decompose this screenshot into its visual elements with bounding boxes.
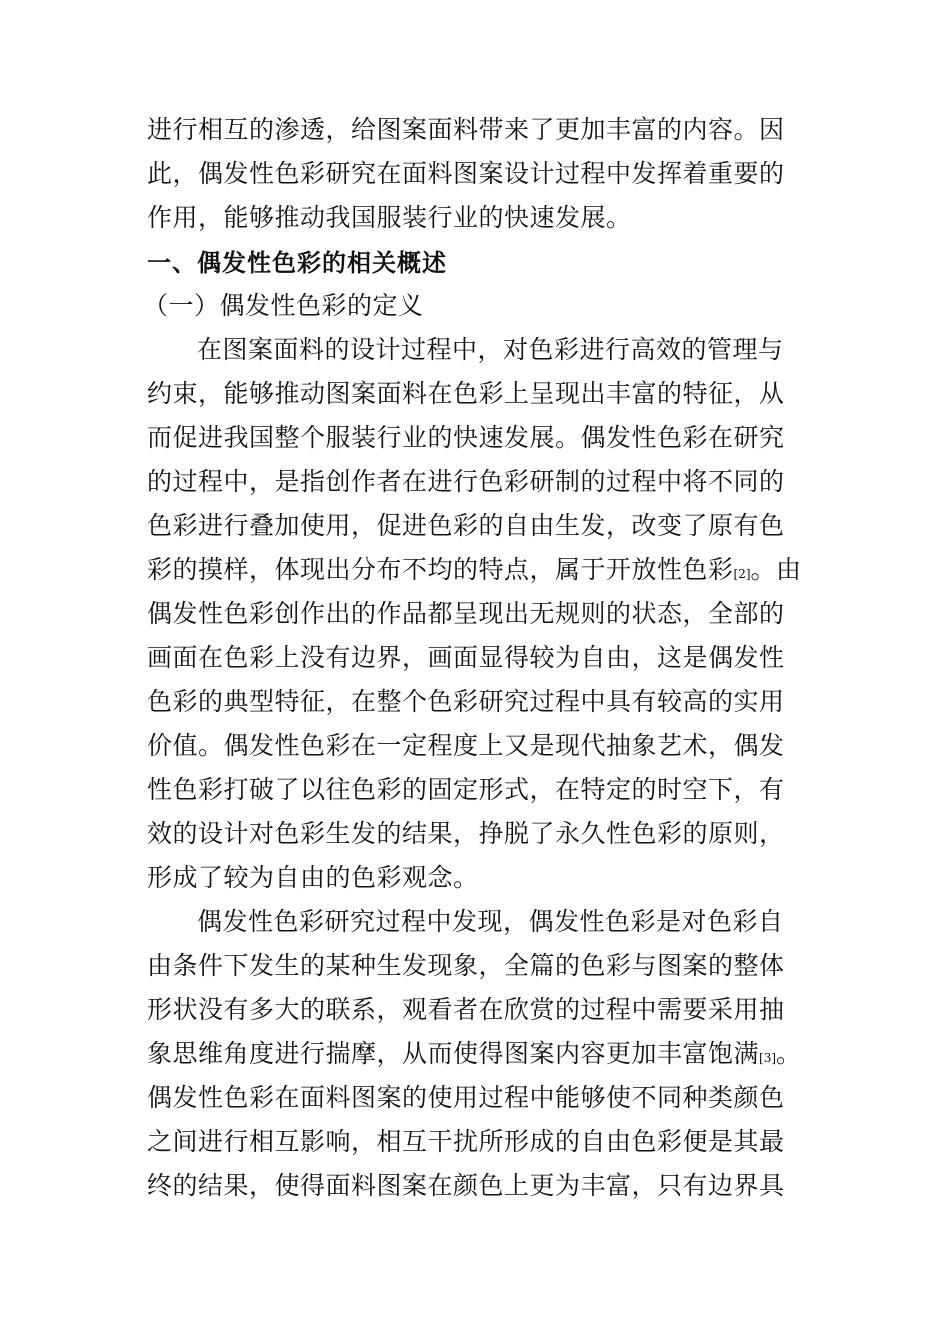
paragraph1-line-7: 偶发性色彩创作出的作品都呈现出无规则的状态，全部的 (147, 599, 785, 628)
paragraph1-line-9: 色彩的典型特征，在整个色彩研究过程中具有较高的实用 (147, 687, 785, 716)
paragraph1-line-6-tail: 。由 (750, 555, 802, 584)
paragraph1-line-6 (147, 554, 802, 586)
citation-3: [3] (759, 1051, 777, 1065)
paragraph1-line-3: 而促进我国整个服装行业的快速发展。偶发性色彩在研究 (147, 423, 785, 452)
paragraph1-line-8: 画面在色彩上没有边界，画面显得较为自由，这是偶发性 (147, 643, 785, 672)
paragraph2-line-1: 偶发性色彩研究过程中发现，偶发性色彩是对色彩自 (197, 907, 784, 936)
intro-line-1: 进行相互的渗透，给图案面料带来了更加丰富的内容。因 (147, 115, 785, 144)
paragraph2-line-4-tail: 。 (776, 1039, 802, 1068)
paragraph2-line-4-text: 象思维角度进行揣摩，从而使得图案内容更加丰富饱满 (147, 1039, 760, 1068)
paragraph2-line-7: 终的结果，使得面料图案在颜色上更为丰富，只有边界具 (147, 1171, 785, 1200)
paragraph1-line-6-text: 彩的摸样，体现出分布不均的特点，属于开放性色彩 (147, 555, 734, 584)
paragraph2-line-5: 偶发性色彩在面料图案的使用过程中能够使不同种类颜色 (147, 1083, 785, 1112)
paragraph1-line-13: 形成了较为自由的色彩观念。 (147, 863, 479, 892)
paragraph1-line-12: 效的设计对色彩生发的结果，挣脱了永久性色彩的原则， (147, 819, 785, 848)
paragraph2-line-3: 形状没有多大的联系，观看者在欣赏的过程中需要采用抽 (147, 995, 785, 1024)
subsection-heading: （一）偶发性色彩的定义 (143, 291, 424, 320)
paragraph1-line-1: 在图案面料的设计过程中，对色彩进行高效的管理与 (197, 335, 784, 364)
section-heading: 一、偶发性色彩的相关概述 (147, 249, 447, 277)
paragraph1-line-10: 价值。偶发性色彩在一定程度上又是现代抽象艺术，偶发 (147, 731, 785, 760)
paragraph2-line-4 (147, 1038, 802, 1070)
intro-line-2: 此，偶发性色彩研究在面料图案设计过程中发挥着重要的 (147, 159, 785, 188)
paragraph1-line-4: 的过程中，是指创作者在进行色彩研制的过程中将不同的 (147, 467, 785, 496)
paragraph1-line-11: 性色彩打破了以往色彩的固定形式，在特定的时空下，有 (147, 775, 785, 804)
citation-2: [2] (733, 567, 751, 581)
paragraph1-line-5: 色彩进行叠加使用，促进色彩的自由生发，改变了原有色 (147, 511, 785, 540)
paragraph1-line-2: 约束，能够推动图案面料在色彩上呈现出丰富的特征，从 (147, 379, 785, 408)
paragraph2-line-2: 由条件下发生的某种生发现象，全篇的色彩与图案的整体 (147, 951, 785, 980)
intro-line-3: 作用，能够推动我国服装行业的快速发展。 (147, 203, 632, 232)
paragraph2-line-6: 之间进行相互影响，相互干扰所形成的自由色彩便是其最 (147, 1127, 785, 1156)
